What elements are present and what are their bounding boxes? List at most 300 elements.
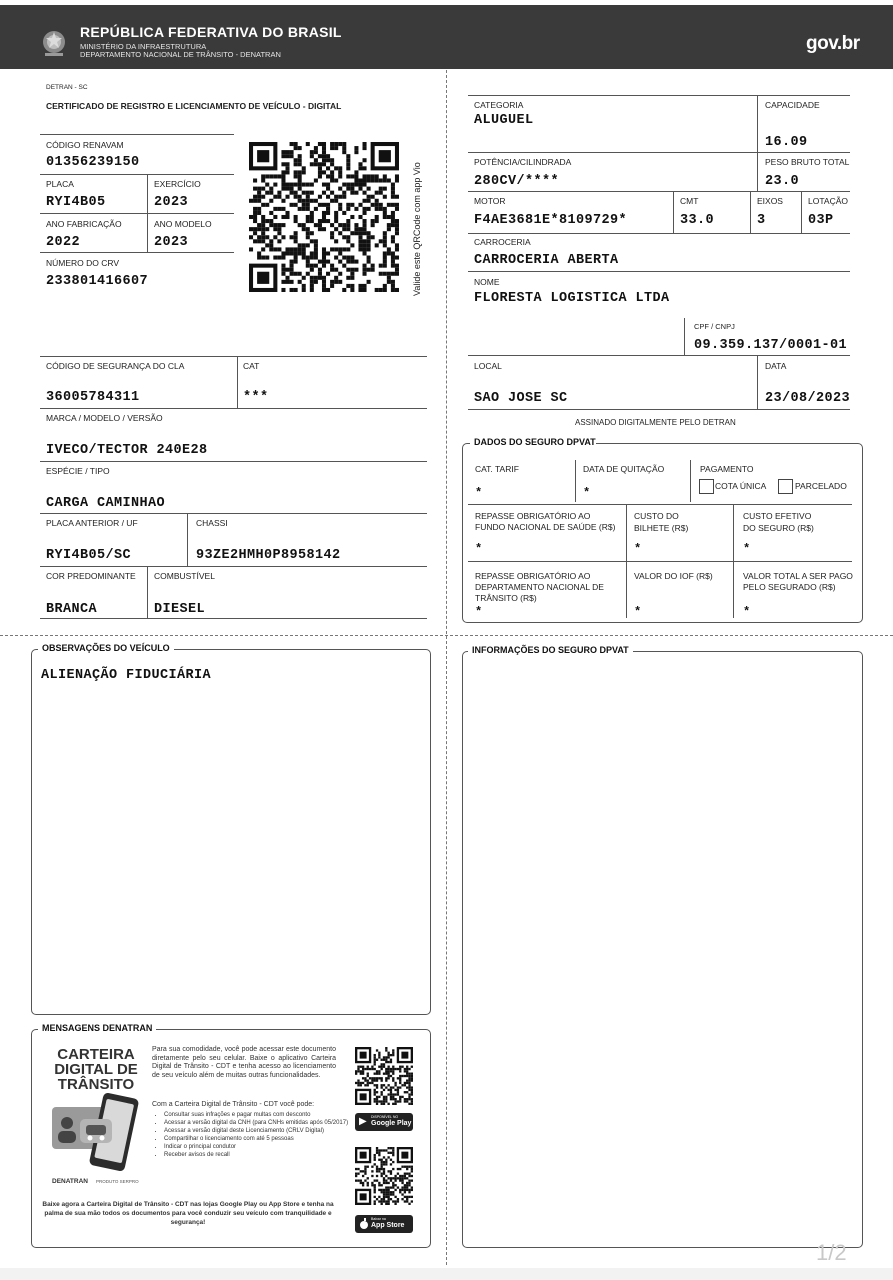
qr-module [375,288,379,292]
qr-module [265,227,269,231]
qr-module [385,1175,387,1177]
qr-module [404,1100,406,1102]
denatran-logo: DENATRAN [52,1178,88,1185]
qr-module [257,187,261,191]
app-store-badge[interactable] [355,1215,413,1233]
phone-illustration-icon [52,1093,142,1173]
qr-module [290,264,294,268]
google-play-qrcode[interactable] [355,1047,413,1105]
qr-module [285,183,289,187]
qr-module [408,1068,410,1070]
qr-module [342,227,346,231]
qr-module [302,191,306,195]
qr-module [326,154,330,158]
qr-module [392,1193,394,1195]
qr-module [390,1191,392,1193]
qr-module [346,284,350,288]
rule [468,95,850,96]
qr-module [387,1193,389,1195]
qr-module [399,1175,401,1177]
qr-module [285,276,289,280]
qr-module [358,178,362,182]
combustivel-value: DIESEL [154,602,206,617]
qr-module [350,260,354,264]
qr-module [383,211,387,215]
qr-module [358,284,362,288]
qr-module [399,1179,401,1181]
qr-module [378,1182,380,1184]
qr-module [342,146,346,150]
qr-module [358,183,362,187]
qr-module [404,1186,406,1188]
lotacao-label: LOTAÇÃO [808,196,848,206]
lotacao-value: 03P [808,213,834,228]
qr-module [354,231,358,235]
qr-module [381,1149,383,1151]
qr-module [371,195,375,199]
qr-module [387,203,391,207]
qr-module [330,247,334,251]
qr-module [310,276,314,280]
qr-module [390,1070,392,1072]
qr-module [342,288,346,292]
qr-module [273,183,277,187]
qr-module [298,178,302,182]
qr-module [391,251,395,255]
qr-module [401,1096,403,1098]
qr-module [257,227,261,231]
qr-module [392,1079,394,1081]
qr-module [390,1193,392,1195]
potencia-label: POTÊNCIA/CILINDRADA [474,157,572,167]
qr-module [285,251,289,255]
qr-module [334,215,338,219]
qr-module [367,239,371,243]
qr-module [350,276,354,280]
qr-module [350,231,354,235]
qr-module [261,178,265,182]
qr-module [383,1189,385,1191]
parcelado-checkbox[interactable] [778,479,793,494]
qr-module [358,239,362,243]
qr-module [381,1079,383,1081]
qr-module [294,183,298,187]
qr-module [411,1089,413,1091]
rule [40,408,427,409]
qr-module [404,1177,406,1179]
rule [468,152,757,153]
qr-module [357,1179,359,1181]
qr-module [383,260,387,264]
qr-module [397,1168,399,1170]
qr-module [374,1073,376,1075]
qr-module [253,239,257,243]
app-store-qrcode[interactable] [355,1147,413,1205]
qr-module [310,239,314,243]
vio-qrcode[interactable] [249,142,399,292]
qr-module [401,1175,403,1177]
qr-module [350,288,354,292]
qr-module [326,195,330,199]
qr-module [273,223,277,227]
qr-module [350,191,354,195]
qr-module [334,178,338,182]
ano-fab-value: 2022 [46,235,81,250]
qr-module [387,1075,389,1077]
qr-module [318,142,322,146]
qr-module [385,1061,387,1063]
qr-module [298,280,302,284]
qr-module [385,1068,387,1070]
qr-module [401,1177,403,1179]
qr-module [391,280,395,284]
qr-module [392,1177,394,1179]
qr-module [392,1068,394,1070]
qr-module [330,264,334,268]
qr-module [406,1173,408,1175]
qr-module [399,1098,401,1100]
qr-module [294,142,298,146]
qr-module [298,272,302,276]
qr-module [357,1084,359,1086]
qr-module [290,187,294,191]
cdt-paragraph: Para sua comodidade, você pode acessar este documento diretamente pelo seu celular. Baixe o aplicativo Carteira Digital de Trânsito - CDT e tenha acesso ao licenciamento de seu veículo além de muitas outras funcionalidades. [152,1046,336,1079]
qr-module [383,1182,385,1184]
qr-module [391,195,395,199]
qr-module [397,1186,399,1188]
qr-module [383,195,387,199]
qr-module [404,1200,406,1202]
rule [468,233,850,234]
combustivel-label: COMBUSTÍVEL [154,571,215,581]
header-title: REPÚBLICA FEDERATIVA DO BRASIL [80,24,342,40]
play-icon: ▶ [359,1116,367,1127]
qr-module [367,199,371,203]
qr-module [367,174,371,178]
data-value: 23/08/2023 [765,391,851,406]
qr-module [363,272,367,276]
qr-module [397,1077,399,1079]
qr-module [390,1054,392,1056]
qr-module [374,1059,376,1061]
qr-module [391,223,395,227]
qr-module [376,1100,378,1102]
qr-module [394,1084,396,1086]
qr-module [392,1066,394,1068]
qr-module [294,191,298,195]
custo-bilhete-value: * [634,542,642,556]
google-play-badge[interactable] [355,1113,413,1131]
qr-finder-mark [257,272,269,284]
qr-module [367,1082,369,1084]
qr-module [390,1068,392,1070]
qr-module [338,142,342,146]
qr-module [265,219,269,223]
qr-module [306,264,310,268]
observacoes-text: ALIENAÇÃO FIDUCIÁRIA [41,668,212,683]
qr-module [390,1152,392,1154]
qr-module [406,1177,408,1179]
qr-module [294,235,298,239]
placa-label: PLACA [46,179,74,189]
qr-module [358,243,362,247]
qr-module [346,227,350,231]
qr-module [306,203,310,207]
qr-module [392,1054,394,1056]
qr-module [411,1103,413,1105]
qr-module [364,1173,366,1175]
parcelado-label: PARCELADO [795,481,847,491]
qr-module [363,223,367,227]
qr-module [350,256,354,260]
qr-module [285,280,289,284]
qr-module [294,146,298,150]
qr-module [395,219,399,223]
qr-module [376,1170,378,1172]
qr-module [406,1068,408,1070]
qr-module [367,235,371,239]
qr-module [285,162,289,166]
qr-module [285,166,289,170]
govbr-logo[interactable]: gov.br [806,33,860,54]
qr-module [362,1077,364,1079]
qr-module [408,1093,410,1095]
qr-module [330,146,334,150]
qr-module [404,1175,406,1177]
qr-module [330,174,334,178]
qr-module [350,284,354,288]
qr-module [381,1086,383,1088]
qr-module [401,1179,403,1181]
qr-module [269,239,273,243]
qr-module [253,178,257,182]
custo-efetivo-label-2: DO SEGURO (R$) [743,523,814,533]
qr-module [367,280,371,284]
qr-module [290,183,294,187]
qr-module [277,195,281,199]
qr-module [406,1079,408,1081]
qr-module [374,1100,376,1102]
qr-module [285,150,289,154]
qr-module [408,1084,410,1086]
qr-module [374,1189,376,1191]
qr-finder-mark [360,1152,367,1159]
qr-module [387,272,391,276]
qr-module [406,1184,408,1186]
qr-module [290,191,294,195]
qr-module [362,1082,364,1084]
qr-finder-mark [360,1193,367,1200]
qr-module [371,1166,373,1168]
qr-module [376,1166,378,1168]
qr-finder-mark [360,1093,367,1100]
qr-module [397,1093,399,1095]
qr-module [387,1203,389,1205]
qr-module [381,1203,383,1205]
qr-module [401,1189,403,1191]
qr-module [408,1173,410,1175]
qr-module [294,195,298,199]
qr-module [381,1200,383,1202]
qr-module [374,1203,376,1205]
qr-module [261,227,265,231]
qr-module [408,1203,410,1205]
qr-module [381,1103,383,1105]
custo-efetivo-value: * [743,542,751,556]
qr-module [390,1163,392,1165]
qr-module [342,211,346,215]
qr-module [404,1166,406,1168]
qr-module [360,1066,362,1068]
qr-module [406,1168,408,1170]
qr-module [269,211,273,215]
qr-module [363,247,367,251]
qr-module [310,154,314,158]
qr-module [330,199,334,203]
qr-module [411,1189,413,1191]
qr-module [281,264,285,268]
qr-module [334,239,338,243]
qr-module [371,1170,373,1172]
qr-module [374,1098,376,1100]
qr-module [383,1196,385,1198]
qr-module [383,272,387,276]
qr-module [378,1152,380,1154]
qr-module [383,239,387,243]
qr-module [358,247,362,251]
qr-module [253,195,257,199]
qr-module [385,1047,387,1049]
qr-module [294,247,298,251]
qr-module [334,195,338,199]
qr-module [322,247,326,251]
qr-module [378,1168,380,1170]
qr-module [383,1073,385,1075]
qr-module [387,251,391,255]
cat-tarif-value: * [475,486,483,500]
qr-module [362,1170,364,1172]
qr-module [314,199,318,203]
qr-module [408,1191,410,1193]
qr-module [358,288,362,292]
qr-module [374,1093,376,1095]
serpro-logo: PRODUTO SERPRO [96,1179,139,1184]
qr-module [383,1059,385,1061]
qr-module [314,256,318,260]
qr-module [364,1068,366,1070]
qr-module [376,1077,378,1079]
qr-module [322,183,326,187]
qr-module [298,207,302,211]
qr-module [404,1082,406,1084]
download-footer-text: Baixe agora a Carteira Digital de Trânsito - CDT nas lojas Google Play ou App Store e tenha na palma de sua mão todos os documentos para você conduzir seu veículo com tranquilidade e segurança! [42,1201,334,1226]
qr-module [306,207,310,211]
cota-unica-checkbox[interactable] [699,479,714,494]
qr-module [397,1091,399,1093]
qr-module [371,223,375,227]
qr-module [374,1186,376,1188]
qr-module [385,1186,387,1188]
header-ministry: MINISTÉRIO DA INFRAESTRUTURA [80,42,207,51]
qr-module [298,251,302,255]
qr-module [391,219,395,223]
qr-module [378,1077,380,1079]
qr-module [330,280,334,284]
qr-module [269,219,273,223]
qr-module [395,223,399,227]
cdt-logo-line2: DIGITAL DE [54,1061,138,1078]
qr-module [411,1091,413,1093]
qr-module [391,288,395,292]
qr-module [408,1079,410,1081]
qr-module [394,1196,396,1198]
qr-module [253,187,257,191]
qr-module [374,1089,376,1091]
cdt-benefit-item: • Indicar o principal condutor [164,1143,354,1151]
qr-module [376,1091,378,1093]
qr-module [383,1198,385,1200]
custo-bilhete-label-1: CUSTO DO [634,511,679,521]
qr-module [350,183,354,187]
qr-module [364,1179,366,1181]
qr-module [302,243,306,247]
qr-module [376,1096,378,1098]
qr-module [306,183,310,187]
qr-module [376,1179,378,1181]
qr-module [375,243,379,247]
qr-module [411,1077,413,1079]
qr-module [249,247,253,251]
qr-module [379,288,383,292]
qr-module [363,211,367,215]
qr-module [249,227,253,231]
qr-module [290,288,294,292]
qr-module [411,1086,413,1088]
qr-module [314,150,318,154]
info-dpvat-box [462,651,863,1248]
qr-module [362,1175,364,1177]
qr-module [411,1075,413,1077]
qr-module [378,1149,380,1151]
rule [673,191,674,233]
qr-module [395,174,399,178]
qr-module [326,219,330,223]
qr-module [399,1075,401,1077]
qr-module [354,191,358,195]
qr-module [411,1098,413,1100]
qr-module [408,1103,410,1105]
cdt-benefit-item: • Acessar a versão digital da CNH (para CNHs emitidas após 05/2017) [164,1119,354,1127]
qr-module [397,1177,399,1179]
qr-module [387,1182,389,1184]
qr-module [357,1082,359,1084]
qr-module [385,1059,387,1061]
qr-module [383,288,387,292]
qr-module [322,211,326,215]
qr-module [376,1070,378,1072]
qr-module [273,227,277,231]
qr-module [392,1049,394,1051]
qr-module [265,243,269,247]
qr-module [294,288,298,292]
qr-module [385,1193,387,1195]
qr-module [302,256,306,260]
qr-module [363,264,367,268]
qr-module [408,1086,410,1088]
qr-module [404,1091,406,1093]
qr-module [399,1082,401,1084]
qr-module [381,1091,383,1093]
